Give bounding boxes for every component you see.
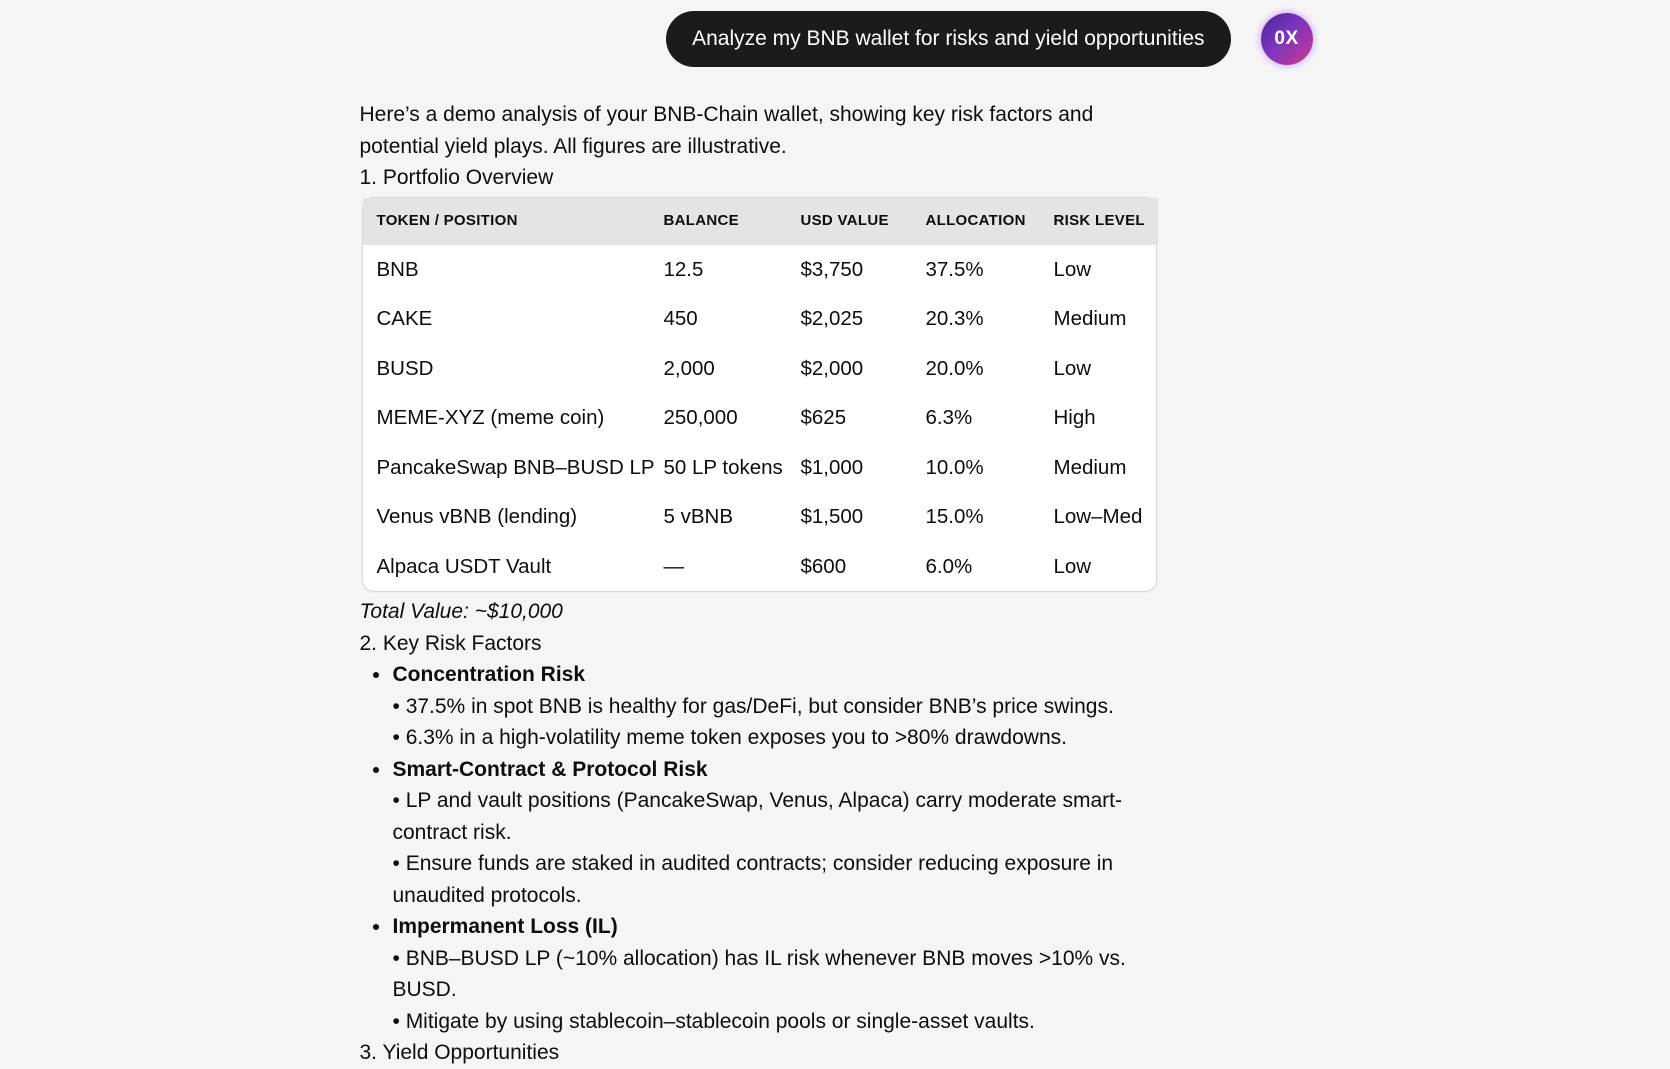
table-row — [363, 393, 1158, 443]
cell-usd-value: $625 — [800, 406, 847, 429]
risk-title: Smart-Contract & Protocol Risk — [392, 757, 708, 781]
risk-title: Concentration Risk — [392, 663, 586, 686]
risk-point: • Mitigate by using stablecoin–stablecoin pools or single-asset vaults. — [393, 1006, 1313, 1038]
risk-point-continuation: contract risk. — [392, 820, 512, 844]
cell-allocation: 15.0% — [925, 505, 984, 528]
section-3-heading: 3. Yield Opportunities — [359, 1041, 560, 1064]
risk-point-continuation: unaudited protocols. — [392, 883, 582, 907]
risk-title: Impermanent Loss (IL) — [392, 915, 618, 938]
portfolio-table — [362, 197, 1157, 593]
section-2-heading: 2. Key Risk Factors — [359, 631, 542, 655]
table-header-row — [363, 198, 1158, 245]
cell-balance: 450 — [663, 307, 698, 330]
cell-risk-level: Medium — [1053, 455, 1127, 479]
table-row — [363, 245, 1158, 295]
cell-usd-value: $1,000 — [800, 455, 864, 479]
table-row — [363, 294, 1158, 344]
cell-token: Venus vBNB (lending) — [376, 505, 578, 528]
cell-allocation: 20.0% — [925, 356, 984, 380]
cell-risk-level: Low — [1053, 257, 1092, 281]
cell-usd-value: $1,500 — [800, 505, 864, 528]
cell-usd-value: $2,025 — [800, 307, 864, 330]
cell-balance: 2,000 — [663, 356, 715, 380]
chat-column — [358, 0, 1313, 1069]
cell-usd-value: $600 — [800, 554, 847, 578]
cell-allocation: 10.0% — [925, 455, 984, 479]
risk-point: • BNB–BUSD LP (~10% allocation) has IL risk whenever BNB moves >10% vs. — [393, 943, 1313, 975]
cell-risk-level: High — [1053, 406, 1096, 429]
cell-balance: — — [663, 554, 684, 578]
cell-risk-level: Low — [1053, 554, 1092, 578]
risk-item-smart-contract — [360, 754, 1313, 912]
cell-allocation: 37.5% — [925, 257, 984, 281]
risk-item-concentration — [360, 659, 1313, 754]
table-row — [363, 344, 1158, 394]
column-header-risk-level: RISK LEVEL — [1038, 198, 1158, 245]
assistant-message — [358, 99, 1313, 1069]
section-1-heading: 1. Portfolio Overview — [359, 166, 554, 189]
cell-balance: 5 vBNB — [663, 505, 733, 528]
cell-risk-level: Medium — [1053, 307, 1127, 330]
intro-line-2: potential yield plays. All figures are illustrative. — [359, 134, 787, 158]
column-header-usd-value: USD VALUE — [785, 198, 910, 245]
cell-balance: 50 LP tokens — [663, 455, 783, 479]
column-header-token: TOKEN / POSITION — [363, 198, 648, 245]
table-row — [363, 443, 1158, 493]
cell-token: Alpaca USDT Vault — [376, 554, 552, 578]
user-message-row — [358, 0, 1313, 67]
column-header-balance: BALANCE — [648, 198, 785, 245]
cell-token: BNB — [376, 257, 419, 281]
cell-allocation: 20.3% — [925, 307, 984, 330]
risk-point-continuation: BUSD. — [392, 978, 457, 1001]
column-header-allocation: ALLOCATION — [910, 198, 1038, 245]
table-row — [363, 492, 1158, 542]
total-value: Total Value: ~$10,000 — [359, 600, 563, 623]
intro-line-1: Here’s a demo analysis of your BNB-Chain wallet, showing key risk factors and — [359, 103, 1094, 126]
cell-risk-level: Low–Med — [1053, 505, 1143, 528]
cell-token: CAKE — [376, 307, 433, 330]
risk-point: • 37.5% in spot BNB is healthy for gas/DeFi, but consider BNB’s price swings. — [393, 691, 1313, 723]
risk-point: • LP and vault positions (PancakeSwap, Venus, Alpaca) carry moderate smart- — [393, 785, 1313, 817]
cell-risk-level: Low — [1053, 356, 1092, 380]
cell-balance: 12.5 — [663, 257, 704, 281]
user-avatar: 0X — [1261, 13, 1313, 65]
cell-usd-value: $3,750 — [800, 257, 864, 281]
table-row — [363, 542, 1158, 592]
cell-token: MEME-XYZ (meme coin) — [376, 406, 605, 429]
cell-usd-value: $2,000 — [800, 356, 864, 380]
risk-point: • 6.3% in a high-volatility meme token exposes you to >80% drawdowns. — [393, 722, 1313, 754]
cell-allocation: 6.0% — [925, 554, 973, 578]
risk-point: • Ensure funds are staked in audited contracts; consider reducing exposure in — [393, 848, 1313, 880]
user-message-bubble: Analyze my BNB wallet for risks and yield opportunities — [666, 11, 1230, 67]
cell-token: BUSD — [376, 356, 434, 380]
cell-token: PancakeSwap BNB–BUSD LP — [376, 455, 655, 479]
cell-balance: 250,000 — [663, 406, 738, 429]
risk-item-impermanent-loss — [360, 911, 1313, 1037]
risk-factors-list — [360, 659, 1313, 1037]
cell-allocation: 6.3% — [925, 406, 973, 429]
